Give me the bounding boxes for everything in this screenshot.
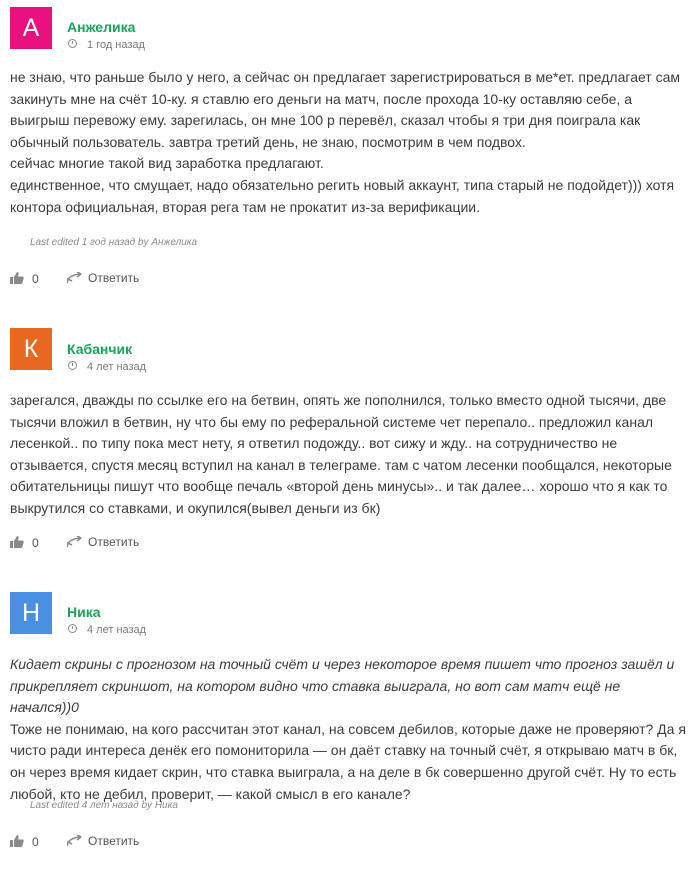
thumbs-up-icon[interactable]	[10, 271, 24, 285]
comment-time	[68, 624, 146, 636]
clock-icon	[68, 39, 77, 48]
author-name[interactable]: Анжелика	[67, 19, 136, 35]
comment-paragraph-quote: Кидает скрины с прогнозом на точный счёт и через некоторое время пишет что прогноз зашёл и прикрепляет скриншот, на котором видно что ставка выиграла, но вот сам матч ещё не начался))0	[10, 656, 675, 716]
comment-actions	[10, 834, 310, 850]
thumbs-up-icon[interactable]	[10, 834, 24, 848]
comment-time	[68, 39, 145, 51]
reply-arrow-icon[interactable]	[67, 835, 82, 847]
comment-time-text: 1 год назад	[87, 39, 145, 51]
comment-body	[10, 67, 686, 218]
reply-button[interactable]: Ответить	[88, 271, 140, 285]
reply-button[interactable]: Ответить	[88, 834, 140, 848]
last-edited-note: Last edited 1 год назад by Анжелика	[30, 237, 198, 248]
comment-body	[10, 390, 686, 520]
comment-paragraph: единственное, что смущает, надо обязательно регить новый аккаунт, типа старый не подойдет))) хотя контора официальная, вторая рега там не прокатит из-за верификации.	[10, 176, 675, 215]
comment-paragraph: сейчас многие такой вид заработка предлагают.	[10, 155, 324, 172]
thumbs-up-icon[interactable]	[10, 535, 24, 549]
comment-time-text: 4 лет назад	[87, 624, 147, 636]
comment-paragraph: Тоже не понимаю, на кого рассчитан этот канал, на совсем дебилов, которые даже не проверяют? Да я чисто ради интереса денёк его помониторила — он даёт ставку на точный счёт, я открываю матч в бк, он через время кидает скрин, что ставка выиграла, а на деле в бк совершенно другой счёт. Ну то есть любой, кто не дебил, проверит, — какой смысл в его канале?	[10, 720, 686, 802]
comment-time-text: 4 лет назад	[87, 361, 147, 373]
clock-icon	[68, 361, 77, 370]
comment-paragraph: не знаю, что раньше было у него, а сейчас он предлагает зарегистрироваться в ме*ет. предлагает сам закинуть мне на счёт 10-ку. я ставлю его деньги на матч, после прохода 10-ку оставляю себе, а выигрыш перевожу ему. зарегилась, он мне 100 р перевёл, сказал чтобы я три дня поиграла как обычный пользователь. завтра третий день, не знаю, посмотрим в чем подвох.	[10, 69, 681, 150]
like-count: 0	[32, 835, 39, 849]
comment-actions	[10, 271, 310, 287]
clock-icon	[68, 624, 77, 633]
author-name[interactable]: Кабанчик	[67, 341, 133, 357]
reply-button[interactable]: Ответить	[88, 535, 140, 549]
comment-paragraph: зарегался, дважды по ссылке его на бетвин, опять же пополнился, только вместо одной тысячи, две тысячи вложил в бетвин, ну что бы ему по реферальной системе чет перепало.. предложил канал лесенкой.. по типу пока мест нету, я ответил подожду.. вот сижу и жду.. на сотрудничество не отзывается, спустя месяц вступил на канал в телеграме. там с чатом лесенки пообщался, некоторые обитательницы пишут что вообще печаль «второй день минусы».. и так далее… хорошо что я как то выкрутился со ставками, и окупился(вывел деньги из бк)	[10, 392, 672, 516]
last-edited-note: Last edited 4 лет назад by Ника	[30, 800, 178, 811]
avatar[interactable]: Н	[10, 592, 52, 634]
avatar[interactable]: A	[10, 7, 52, 49]
comment-actions	[10, 535, 310, 551]
like-count: 0	[32, 272, 39, 286]
author-name[interactable]: Ника	[67, 604, 101, 620]
comment-body	[10, 654, 686, 805]
reply-arrow-icon[interactable]	[67, 536, 82, 548]
like-count: 0	[32, 536, 39, 550]
comment-time	[68, 361, 146, 373]
avatar[interactable]: К	[10, 328, 52, 370]
reply-arrow-icon[interactable]	[67, 272, 82, 284]
